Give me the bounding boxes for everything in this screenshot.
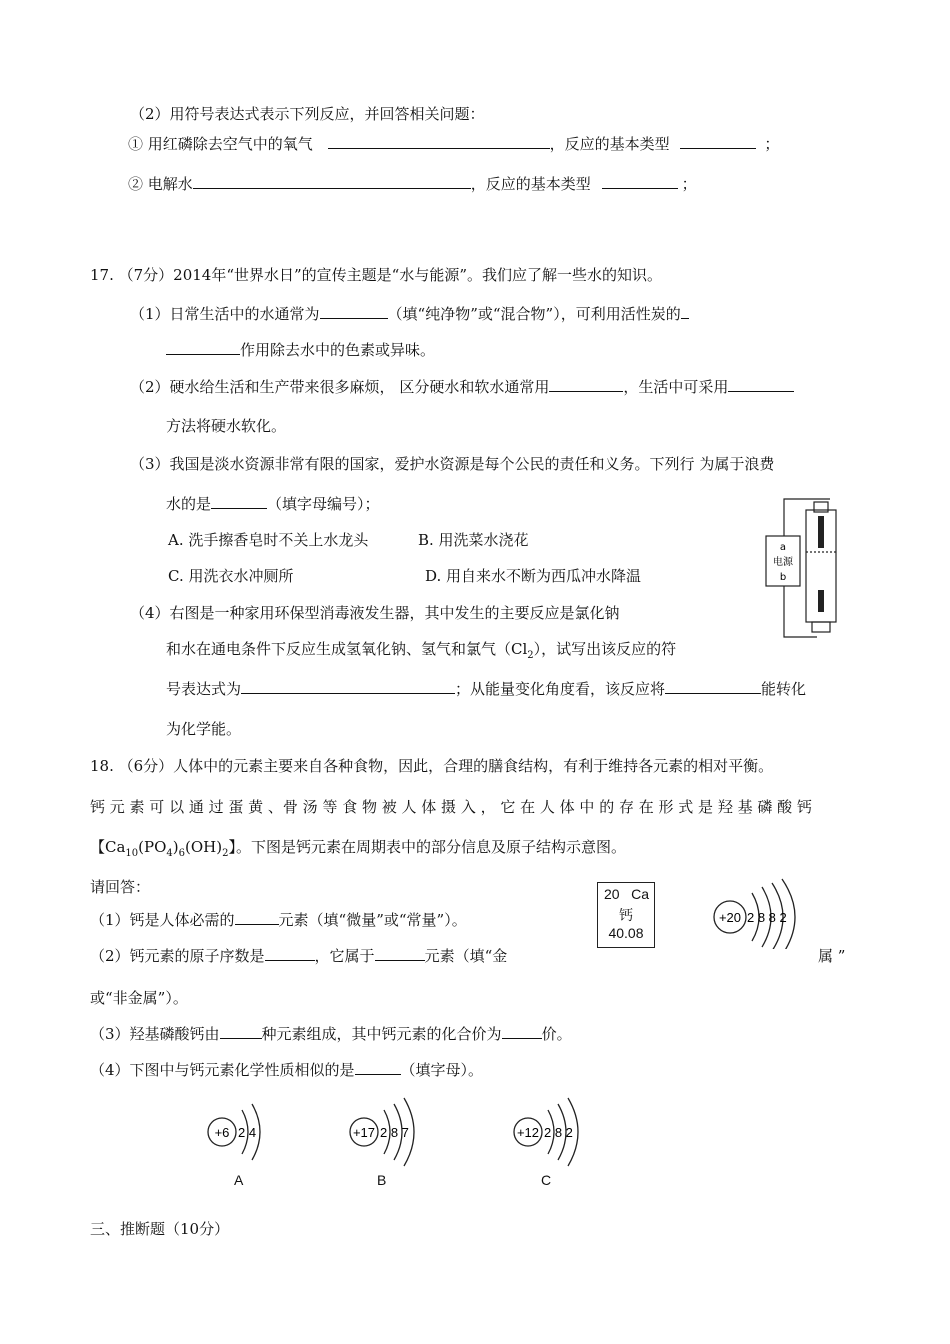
formula-2: (PO — [138, 838, 167, 856]
formula-4: (OH) — [185, 838, 223, 856]
nucleus-charge: +6 — [214, 1125, 230, 1140]
option-b: B. 用洗菜水浇花 — [418, 531, 529, 549]
q17-s4-text: 和水在通电条件下反应生成氢氧化钠、氢气和氯气（Cl — [166, 640, 528, 658]
q17-s1-text: （1）日常生活中的水通常为 — [130, 305, 320, 323]
q17-s4-text4: ；从能量变化角度看，该反应将 — [455, 680, 666, 698]
calcium-atom-diagram — [704, 875, 818, 949]
nucleus-charge: +12 — [516, 1125, 540, 1140]
formula-sub-2: 4 — [166, 848, 173, 859]
answer-blank[interactable] — [375, 946, 425, 961]
answer-blank[interactable] — [235, 910, 279, 925]
answer-blank[interactable] — [602, 174, 678, 189]
question-intro: （2）用符号表达式表示下列反应，并回答相关问题： — [130, 105, 485, 123]
formula-1: 【Ca — [90, 838, 126, 856]
answer-blank[interactable] — [665, 679, 761, 694]
nucleus-charge: +17 — [352, 1125, 376, 1140]
chlorine-subscript: 2 — [527, 650, 534, 661]
electrode-bottom — [818, 590, 824, 612]
nucleus-charge: +20 — [718, 910, 742, 925]
q17-sub1 — [130, 304, 689, 324]
q18-sub1 — [90, 910, 467, 930]
q18-s1-text2: 元素（填“微量”或“常量”）。 — [278, 911, 467, 929]
option-c: C. 用洗衣水冲厕所 — [168, 567, 294, 585]
item1-type-text: ，反应的基本类型 — [549, 135, 670, 153]
answer-blank[interactable] — [265, 946, 315, 961]
shell-electrons: 2 4 — [238, 1125, 257, 1140]
q17-s2-text: （2）硬水给生活和生产带来很多麻烦， 区分硬水和软水通常用 — [130, 378, 550, 396]
formula-sub-4: 2 — [222, 848, 229, 859]
option-a: A. 洗手擦香皂时不关上水龙头 — [168, 531, 369, 549]
shell-electrons: 2 8 8 2 — [747, 910, 787, 925]
q17-s4-text2: ），试写出该反应的符 — [533, 640, 677, 658]
device-label-b: b — [779, 572, 787, 583]
item2-type-text: ，反应的基本类型 — [470, 175, 591, 193]
q17-s1-text2: （填“纯净物”或“混合物”），可利用活性炭的 — [387, 305, 681, 323]
option-d: D. 用自来水不断为西瓜冲水降温 — [425, 567, 642, 585]
atom-c-diagram — [506, 1090, 596, 1168]
answer-blank[interactable] — [502, 1024, 542, 1039]
q17-sub3: （3）我国是淡水资源非常有限的国家，爱护水资源是每个公民的责任和义务。下列行 为属于浪费 — [130, 455, 775, 473]
answer-blank[interactable] — [241, 679, 455, 694]
q17-sub4-cont — [166, 639, 676, 666]
item1-end: ； — [764, 135, 780, 153]
q18-sub2-cont: 或“非金属”）。 — [90, 989, 188, 1007]
q17-sub2-cont: 方法将硬水软化。 — [166, 417, 287, 435]
q18-ask: 请回答： — [90, 878, 151, 896]
q18-sub2 — [90, 946, 507, 966]
q18-stem-1: 18. （6分）人体中的元素主要来自各种食物，因此，合理的膳食结构，有利于维持各元素的相对平衡。 — [90, 757, 774, 775]
atom-a-label: A — [234, 1172, 244, 1188]
q18-s3-text3: 价。 — [541, 1025, 572, 1043]
q17-sub4-cont3: 为化学能。 — [166, 720, 242, 738]
q17-s4-text5: 能转化 — [761, 680, 807, 698]
item1-text: ① 用红磷除去空气中的氧气 — [128, 135, 313, 153]
answer-blank[interactable] — [681, 304, 689, 319]
q18-s4-text2: （填字母）。 — [400, 1061, 484, 1079]
answer-blank[interactable] — [320, 304, 388, 319]
device-label-a: a — [779, 542, 787, 553]
answer-blank[interactable] — [728, 377, 794, 392]
q18-s3-text2: 种元素组成，其中钙元素的化合价为 — [261, 1025, 502, 1043]
q18-s2-text: （2）钙元素的原子序数是 — [90, 947, 265, 965]
shell-electrons: 2 8 7 — [380, 1125, 409, 1140]
q18-sub4 — [90, 1060, 483, 1080]
item-red-phosphorus — [128, 134, 779, 154]
q18-s3-text: （3）羟基磷酸钙由 — [90, 1025, 220, 1043]
electrode-top — [818, 516, 824, 548]
shell-electrons: 2 8 2 — [544, 1125, 573, 1140]
q18-sub2-tail: 属 ” — [818, 947, 846, 965]
disinfectant-generator-diagram — [762, 494, 842, 642]
item2-text: ② 电解水 — [128, 175, 193, 193]
q17-sub2 — [130, 377, 794, 397]
atom-b-label: B — [377, 1172, 387, 1188]
element-name: 钙 — [619, 908, 633, 924]
answer-blank[interactable] — [211, 494, 267, 509]
formula-3: ) — [172, 838, 179, 856]
q18-s2-text3: 元素（填“金 — [424, 947, 508, 965]
q18-s4-text: （4）下图中与钙元素化学性质相似的是 — [90, 1061, 355, 1079]
atom-b-diagram — [342, 1090, 432, 1168]
q18-stem-3 — [90, 837, 626, 864]
q17-sub3-cont — [166, 494, 380, 514]
q18-stem-2: 钙 元 素 可 以 通 过 蛋 黄 、骨 汤 等 食 物 被 人 体 摄 入 ， 它 在 人 体 中 的 存 在 形 式 是 羟 基 磷 酸 钙 — [90, 798, 812, 816]
atom-c-label: C — [541, 1172, 552, 1188]
answer-blank[interactable] — [220, 1024, 262, 1039]
periodic-cell — [597, 882, 655, 948]
answer-blank[interactable] — [549, 377, 623, 392]
answer-blank[interactable] — [355, 1060, 401, 1075]
q18-sub3 — [90, 1024, 572, 1044]
answer-blank[interactable] — [328, 134, 550, 149]
outlet-bottom — [812, 622, 830, 632]
answer-blank[interactable] — [680, 134, 756, 149]
q17-s1-text3: 作用除去水中的色素或异味。 — [240, 341, 436, 359]
answer-blank[interactable] — [166, 340, 240, 355]
element-symbol: Ca — [631, 886, 649, 902]
atomic-number: 20 — [604, 886, 620, 902]
q17-s3-text2: （填字母编号）； — [267, 495, 380, 513]
q17-sub4: （4）右图是一种家用环保型消毒液发生器，其中发生的主要反应是氯化钠 — [130, 604, 620, 622]
atom-a-diagram — [200, 1094, 290, 1166]
q17-s2-text2: ，生活中可采用 — [623, 378, 729, 396]
q17-sub1-cont — [166, 340, 435, 360]
q17-sub4-cont2 — [166, 679, 806, 699]
q17-s4-text3: 号表达式为 — [166, 680, 242, 698]
q18-s1-text: （1）钙是人体必需的 — [90, 911, 235, 929]
item-electrolysis — [128, 174, 697, 194]
section-title: 三、推断题（10分） — [90, 1220, 230, 1238]
formula-sub-1: 10 — [125, 848, 139, 859]
q17-stem: 17. （7分）2014年“世界水日”的宣传主题是“水与能源”。我们应了解一些水的知识。 — [90, 266, 663, 284]
formula-sub-3: 6 — [178, 848, 186, 859]
q17-s3-text: 水的是 — [166, 495, 212, 513]
formula-5: 】。下图是钙元素在周期表中的部分信息及原子结构示意图。 — [228, 838, 626, 856]
answer-blank[interactable] — [193, 174, 471, 189]
device-label-power: 电源 — [773, 557, 793, 568]
item2-end: ； — [681, 175, 697, 193]
q18-s2-text2: ，它属于 — [314, 947, 375, 965]
atomic-mass: 40.08 — [608, 925, 644, 941]
